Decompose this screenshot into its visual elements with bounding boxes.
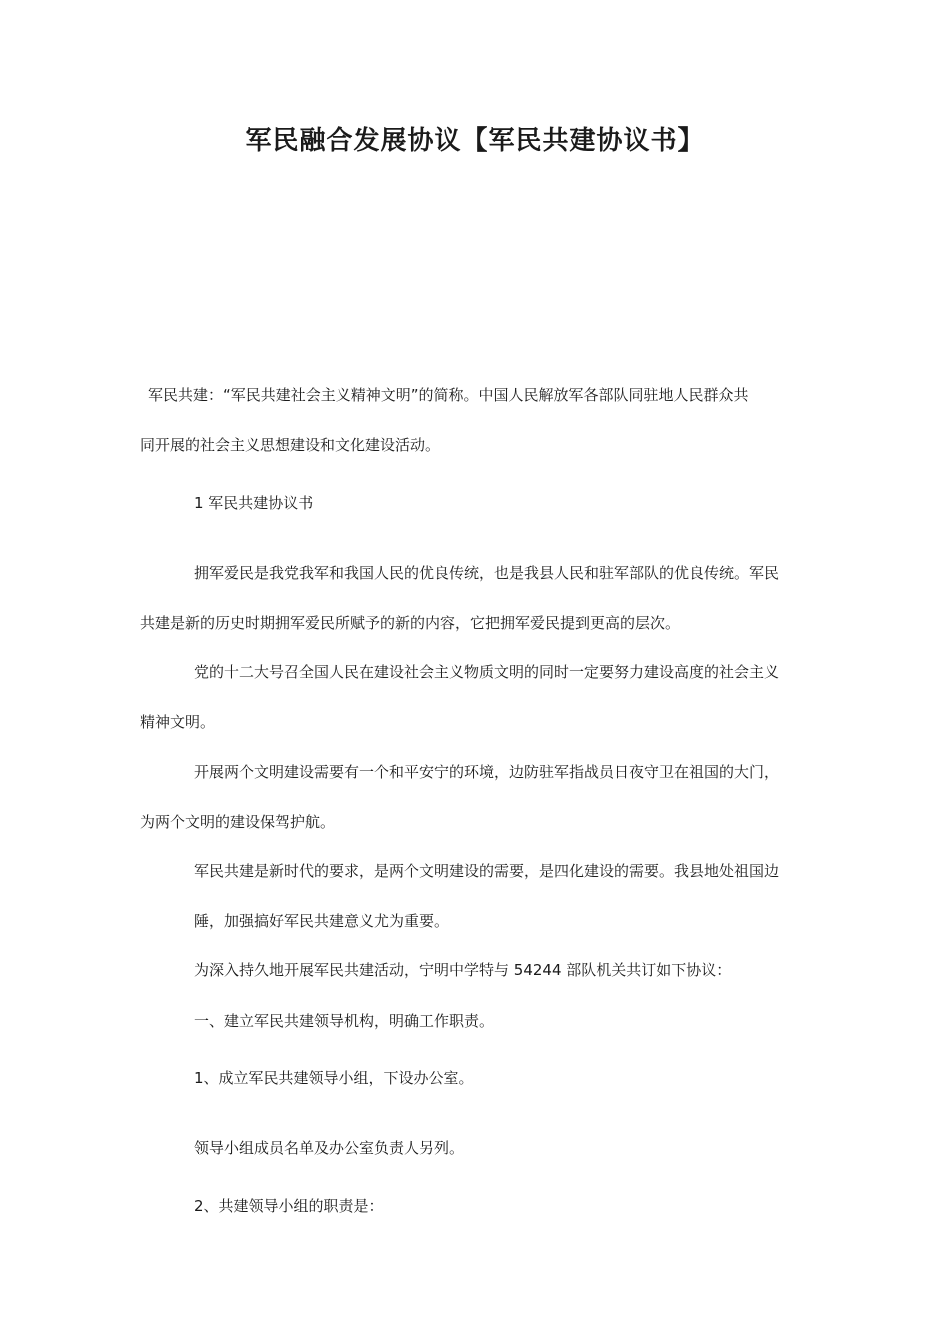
paragraph-requirement xyxy=(140,846,820,946)
paragraph-agreement-intro xyxy=(140,945,874,995)
paragraph-line: 2、共建领导小组的职责是： xyxy=(194,1197,384,1215)
paragraph-line: 一、建立军民共建领导机构，明确工作职责。 xyxy=(194,1012,495,1030)
clause-item-2 xyxy=(140,1181,874,1231)
paragraph-congress xyxy=(140,647,820,747)
paragraph-line: 军民共建是新时代的要求，是两个文明建设的需要，是四化建设的需要。我县地处祖国边 xyxy=(194,862,780,880)
paragraph-line: 开展两个文明建设需要有一个和平安宁的环境，边防驻军指战员日夜守卫在祖国的大门， xyxy=(194,763,780,781)
paragraph-line: 共建是新的历史时期拥军爱民所赋予的新的内容，它把拥军爱民提到更高的层次。 xyxy=(140,614,681,632)
paragraph-line: 拥军爱民是我党我军和我国人民的优良传统，也是我县人民和驻军部队的优良传统。军民 xyxy=(194,564,780,582)
paragraph-line: 1、成立军民共建领导小组，下设办公室。 xyxy=(194,1069,474,1087)
paragraph-line: 为深入持久地开展军民共建活动，宁明中学特与 54244 部队机关共订如下协议： xyxy=(194,961,732,979)
clause-heading-1 xyxy=(140,996,874,1046)
paragraph-line: 1 军民共建协议书 xyxy=(194,494,314,512)
section-heading xyxy=(140,478,874,528)
document-title: 军民融合发展协议【军民共建协议书】 xyxy=(245,126,705,156)
paragraph-line: 军民共建：“军民共建社会主义精神文明”的简称。中国人民解放军各部队同驻地人民群众共 xyxy=(148,386,749,404)
paragraph-line: 同开展的社会主义思想建设和文化建设活动。 xyxy=(140,436,441,454)
paragraph-line: 陲，加强搞好军民共建意义尤为重要。 xyxy=(194,912,450,930)
paragraph-line: 为两个文明的建设保驾护航。 xyxy=(140,813,336,831)
paragraph-definition xyxy=(140,370,820,470)
paragraph-line: 党的十二大号召全国人民在建设社会主义物质文明的同时一定要努力建设高度的社会主义 xyxy=(194,663,780,681)
paragraph-line: 精神文明。 xyxy=(140,713,216,731)
paragraph-tradition xyxy=(140,548,820,648)
clause-item-1 xyxy=(140,1053,874,1103)
clause-note xyxy=(140,1123,874,1173)
paragraph-environment xyxy=(140,747,820,847)
paragraph-line: 领导小组成员名单及办公室负责人另列。 xyxy=(194,1139,465,1157)
